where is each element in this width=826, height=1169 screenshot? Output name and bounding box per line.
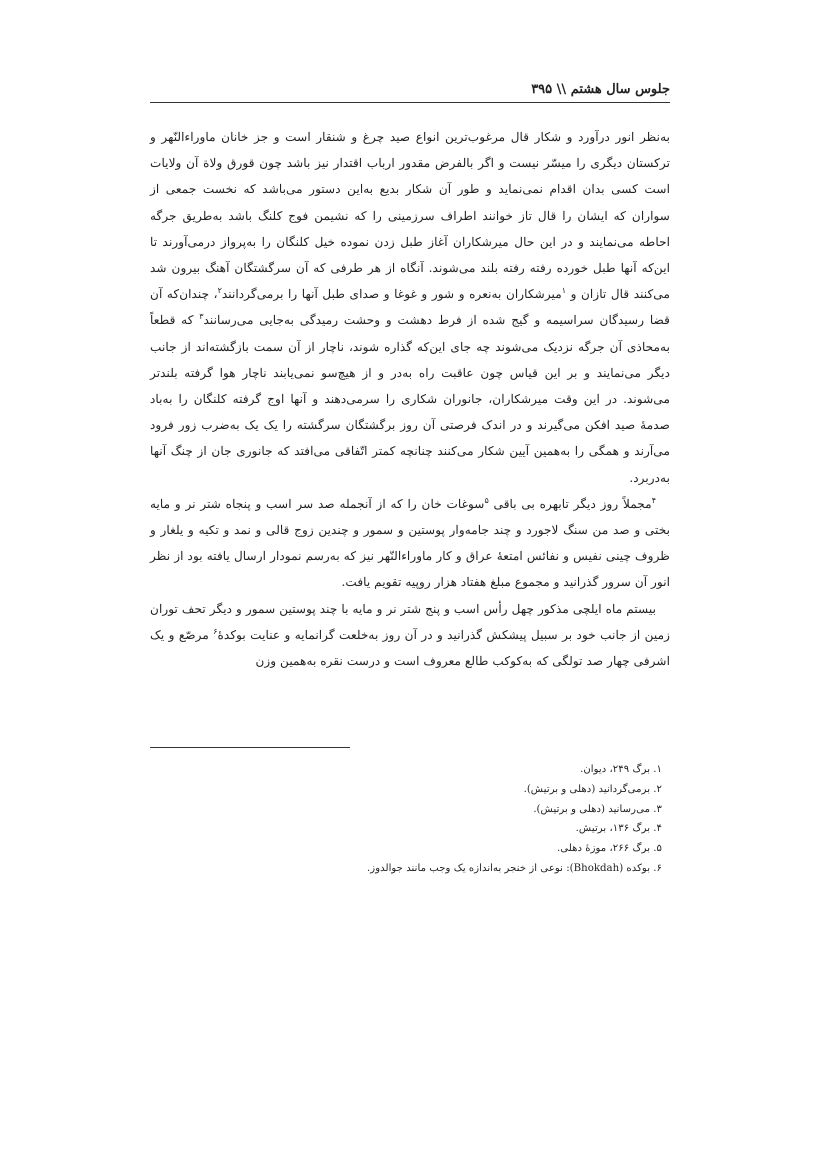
body-text-run: به‌نظر انور درآورد و شکار قال مرغوب‌ترین انواع صید چرغ و شنقار است و جز خانان ماوراءالنّهر و ترکستان دیگری را میسّر نیست و اگر بالفرض مقدور ارباب اقتدار نیز باشد چون قورق ولاة آن ولایات است کسی بدان اقدام نمی‌نماید و طور آن شکار بدیع به‌این دستور می‌باشد که نخست جمعی از سواران که ایشان را قال تاز خوانند اطراف سرزمینی را که نشیمن فوج کلنگ باشد به‌طریق جرگه احاطه می‌نمایند و در این حال میرشکاران آغاز طبل زدن نموده خیل کلنگان را به‌پرواز درمی‌آورند تا این‌که آنها طبل خورده رفته رفته بلند می‌شوند. آنگاه از هر طرفی که آن سرگشتگان آهنگ بیرون شد می‌کنند قال تازان و xyxy=(150,130,670,302)
footnote-item: ۴. برگ ۱۳۶، برتیش. xyxy=(575,823,662,835)
body-text-run: که قطعاً به‌محاذی آن جرگه نزدیک می‌شوند چه جای این‌که گذاره شوند، ناچار از آن سمت بازگشته‌اند از جانب دیگر می‌نمایند و بر این قیاس چون عاقبت راه به‌در و از هیچ‌سو نمی‌یابند ناچار هوا گرفته بلندتر می‌شوند. در این وقت میرشکاران، جانوران شکاری را سرمی‌دهند و آنها اوج گرفته کلنگان را به‌باد صدمهٔ صید افکن می‌گیرند و در اندک فرصتی آن روز برگشتگان سرگشته را یک یک به‌ضرب زور فرود می‌آرند و همگی را به‌همین آیین شکار می‌کنند چنانچه کمتر اتّفاقی می‌افتد که جانوری جان از چنگ آنها به‌دربرد. xyxy=(150,313,670,485)
body-paragraph xyxy=(150,491,670,596)
body-paragraph xyxy=(150,124,670,491)
body-paragraph xyxy=(150,596,670,675)
footnote-marker: ۲ xyxy=(217,286,222,296)
footnote-item: ۵. برگ ۲۶۶، موزهٔ دهلی. xyxy=(557,843,662,855)
body-text-run: بیستم ماه ایلچی مذکور چهل رأس اسب و پنج شتر نر و مایه با چند پوستین سمور و دیگر تحف توران زمین از جانب خود بر سبیل پیشکش گذرانید و در آن روز به‌خلعت گرانمایه و عنایت بوکدهٔ xyxy=(150,601,670,642)
body-text xyxy=(150,124,670,674)
footnotes xyxy=(150,760,670,879)
running-title: جلوس سال هشتم \\ ۳۹۵ xyxy=(531,82,670,97)
footnote-marker: ۶ xyxy=(213,626,218,636)
footnote-divider xyxy=(150,747,350,748)
body-text-run: مرصّع و یک اشرفی چهار صد تولگی که به‌کوکب طالع معروف است و درست نقره به‌همین وزن xyxy=(150,627,670,669)
running-header xyxy=(150,78,670,103)
footnote-item: ۳. می‌رسانید (دهلی و برتیش). xyxy=(533,803,662,815)
body-text-run: ، چندان‌که آن قضا رسیدگان سراسیمه و گیج شده از فرط دهشت و وحشت رمیدگی به‌جایی می‌رسانند xyxy=(150,287,670,328)
footnote-marker: ۳ xyxy=(199,312,204,322)
body-text-run: مجملاً روز دیگر تابهره بی باقی xyxy=(488,496,652,511)
footnote-item: ۱. برگ ۲۴۹، دیوان. xyxy=(580,764,662,775)
footnote-item: ۲. برمی‌گردانید (دهلی و برتیش). xyxy=(523,783,662,795)
footnote-item: ۶. بوکده (Bhokdah): نوعی از خنجر به‌اندازه یک وجب مانند جوالدوز. xyxy=(367,862,662,874)
body-text-run: سوغات خان را که از آنجمله صد سر اسب و پنجاه شتر نر و مایه بختی و صد من سنگ لاجورد و چند جامه‌وار پوستین و سمور و چندین زوج قالی و نمد و تکیه و یلغار و ظروف چینی نفیس و نفائس امتعهٔ عراق و کار ماوراءالنّهر نیز که به‌رسم نمودار ارسال یافته بود از نظر انور آن سرور گذرانید و مجموع مبلغ هفتاد هزار روپیه تقویم یافت. xyxy=(150,496,670,590)
footnote-marker: ۵ xyxy=(484,495,489,505)
body-text-run: میرشکاران به‌نعره و شور و غوغا و صدای طبل آنها را برمی‌گردانند xyxy=(221,287,562,302)
footnote-marker: ۴ xyxy=(651,495,656,505)
footnote-marker: ۱ xyxy=(561,286,567,296)
document-page xyxy=(150,0,670,1169)
